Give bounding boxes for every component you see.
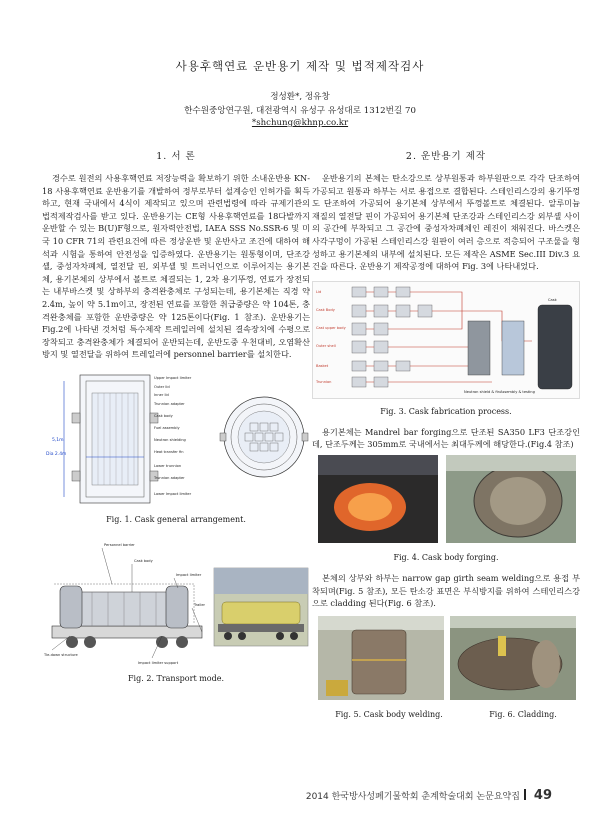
- page-number: 49: [533, 788, 552, 803]
- callout-outer-lid: Outer lid: [154, 384, 170, 389]
- author-line: 정성환*, 정유창: [270, 92, 330, 102]
- section-heading-fabrication: 2. 운반용기 제작: [405, 151, 487, 162]
- page-footer: [306, 788, 552, 803]
- fabrication-paragraph-3: 본체의 상부와 하부는 narrow gap girth seam welding으로 용접 부착되며(Fig. 5 참조), 모든 탄소강 표면은 부식방지를 위하여 스테인리스강으로 cladding 된다(Fig. 6 참조).: [312, 572, 580, 609]
- intro-paragraph: 경수로 원전의 사용후핵연료 저장능력을 확보하기 위한 소내운반용 KN-18 사용후핵연료 운반용기를 개발하여 정부로부터 설계승인 인허가를 획득하고, 현재 국내에서 4식이 제작되고 있으며 관련법령에 따라 규제기관의 법적제작검사를 받고 있다. 운반용기는 CE형 사용후핵연료를 18다발까지 운반할 수 있는 B(U)F형으로, 원자력안전법, IAEA SSS No.SSR-6 및 미국 10 CFR 71의 관련요건에 따른 정상운반 및 운반사고 조건에 대하여 해석과 시험을 통하여 안전성을 입증하였다. 운반용기는 원통형이며, 단조강 셸, 중성자차폐체, 열전달 핀, 외부셸 및 트러니언으로 이루어지는 용기본체, 용기본체의 상부에서 볼트로 체결되는 1, 2차 용기뚜껑, 연료가 장전되는 내부바스켓 및 상하부의 충격완충체로 구성되는데, 용기본체는 직경 약 2.4m, 높이 약 5.1m이고, 장전된 연료를 포함한 취급중량은 약 104톤, 충격완충체를 포함한 운반중량은 약 125톤이다(Fig. 1 참조). 운반용기는 Fig.2에 나타낸 것처럼 특수제작 트레일러에 설치된 결속장치에 수평으로 장착되고 충격완충체가 체결되어 운반되는데, 운반도중 우천대비, 오염확산방지 및 열전달을 위하여 트레일러에 personnel barrier를 설치한다.: [42, 173, 310, 360]
- callout-trunnion-adapter: Trunnion adapter: [154, 401, 185, 406]
- figure-4: [312, 455, 580, 562]
- fig4-caption: Fig. 4. Cask body forging.: [393, 552, 499, 562]
- callout-impact-limiter-support: Impact limiter support: [138, 660, 179, 665]
- fig3-caption: Fig. 3. Cask fabrication process.: [380, 406, 512, 416]
- welding-cladding-photos: [312, 616, 580, 702]
- fig5-caption: Fig. 5. Cask body welding.: [335, 709, 443, 719]
- cask-arrangement-drawing: [42, 371, 310, 507]
- dim-height-label: 5,1m: [52, 437, 64, 443]
- label-neutron-shield-fin: Neutron shield & fin: [464, 389, 500, 394]
- figure-3: [312, 281, 580, 416]
- right-column: [312, 148, 580, 719]
- affiliation-line: 한수원중앙연구원, 대전광역시 유성구 유성대로 1312번길 70: [184, 106, 416, 116]
- row-label-cask-body: Cask Body: [316, 307, 335, 312]
- section-heading-intro: 1. 서 론: [156, 151, 196, 162]
- fabrication-paragraph-1: 운반용기의 본체는 탄소강으로 상부원통과 하부원판으로 각각 단조하여 가공되고 원통과 하부는 서로 용접으로 결합된다. 스테인리스강의 용기뚜껑도 단조하여 가공되어 용기본체 상부에서 뚜껑볼트로 체결된다. 알루미늄 재질의 열전달 핀이 가공되어 용기본체 단조강과 스테인리스강 외부셸 사이의 공간에 부착되고 그 공간에 중성자차폐체인 레진이 채워진다. 바스켓은 사각구멍이 가공된 스테인리스강 원판이 여러 층으로 적층되어 구조물을 형성하고 용기본체의 내부에 설치된다. 모든 제작은 ASME Sec.III Div.3 요건을 따른다. 운반용기 제작공정에 대하여 Fig. 3에 나타내었다.: [312, 173, 580, 272]
- label-cask-final: Cask: [548, 297, 557, 302]
- callout-tie-down: Tie-down structure: [44, 652, 78, 657]
- callout-trailer: Trailer: [194, 602, 206, 607]
- figure-2: [42, 538, 310, 683]
- row-label-outer-shell: Outer shell: [316, 343, 336, 348]
- callout-heat-transfer-fin: Heat transfer fin: [154, 449, 184, 454]
- callout-impact-limiter: Impact limiter: [176, 572, 202, 577]
- row-label-basket: Basket: [316, 363, 329, 368]
- transport-mode-drawing: [42, 538, 310, 666]
- fig1-callouts: [153, 376, 192, 496]
- email-link[interactable]: *shchung@khnp.co.kr: [251, 118, 349, 128]
- callout-lower-trunnion: Lower trunnion: [154, 463, 182, 468]
- paper-title: 사용후핵연료 운반용기 제작 및 법적제작검사: [175, 59, 425, 73]
- callout-personnel-barrier: Personnel barrier: [104, 542, 135, 547]
- figure-5-6: [312, 616, 580, 719]
- left-column: [42, 148, 310, 683]
- forging-photos: [312, 455, 580, 545]
- row-label-upper-body: Cast upper body: [316, 325, 346, 330]
- footer-text: 2014 한국방사성폐기물학회 춘계학술대회 논문요약집: [305, 792, 520, 802]
- callout-fuel-assembly: Fuel assembly: [154, 425, 180, 430]
- label-assembly-testing: Assembly & testing: [500, 389, 535, 394]
- row-label-trunnion: Trunnion: [316, 379, 332, 384]
- callout-trunnion-adapter-2: Trunnion adapter: [154, 475, 185, 480]
- fabrication-paragraph-2: 용기본체는 Mandrel bar forging으로 단조된 SA350 LF3 단조강인데, 단조두께는 305mm로 국내에서는 최대두께에 해당한다.(Fig.4 참조): [312, 426, 580, 450]
- footer-divider: [524, 789, 526, 800]
- fabrication-process-diagram: [312, 281, 580, 399]
- fig1-caption: Fig. 1. Cask general arrangement.: [106, 514, 246, 524]
- row-label-lid: Lid: [316, 289, 322, 294]
- figure-1: [42, 371, 310, 524]
- callout-neutron-shielding: Neutron shielding: [154, 437, 186, 442]
- callout-cask-body: Cask body: [154, 413, 173, 418]
- fig6-caption: Fig. 6. Cladding.: [489, 709, 557, 719]
- callout-cask-body-fig2: Cask body: [134, 558, 153, 563]
- fig2-caption: Fig. 2. Transport mode.: [128, 673, 224, 683]
- callout-upper-impact-limiter: Upper Impact limiter: [154, 375, 192, 380]
- callout-lower-impact-limiter: Lower Impact limiter: [154, 491, 192, 496]
- dim-diameter-label: Dia 2.4m: [46, 451, 67, 457]
- callout-inner-lid: Inner lid: [154, 392, 169, 397]
